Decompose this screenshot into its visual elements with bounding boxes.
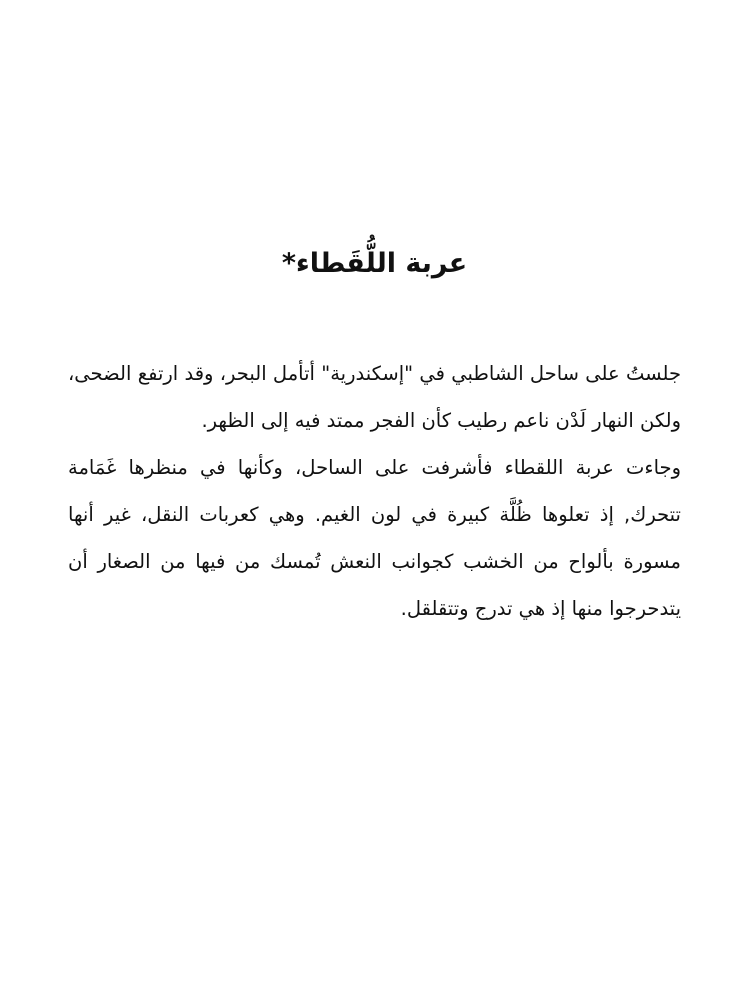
paragraph-2: وجاءت عربة اللقطاء فأشرفت على الساحل، وكأنها في منظرها غَمَامة تتحرك, إذ تعلوها ظُلَّة كبيرة في لون الغيم. وهي كعربات النقل، غير أنها مسورة بألواح من الخشب كجوانب النعش تُمسك من فيها من الصغار أن يتدحرجوا منها إذ هي تدرج وتتقلقل. — [68, 456, 681, 620]
paragraph-1: جلستُ على ساحل الشاطبي في "إسكندرية" أتأمل البحر، وقد ارتفع الضحى، ولكن النهار لَدْن ناعم رطيب كأن الفجر ممتد فيه إلى الظهر. — [68, 362, 681, 432]
document-title: عربة اللُّقَطاء* — [281, 248, 468, 279]
document-body — [68, 350, 681, 632]
